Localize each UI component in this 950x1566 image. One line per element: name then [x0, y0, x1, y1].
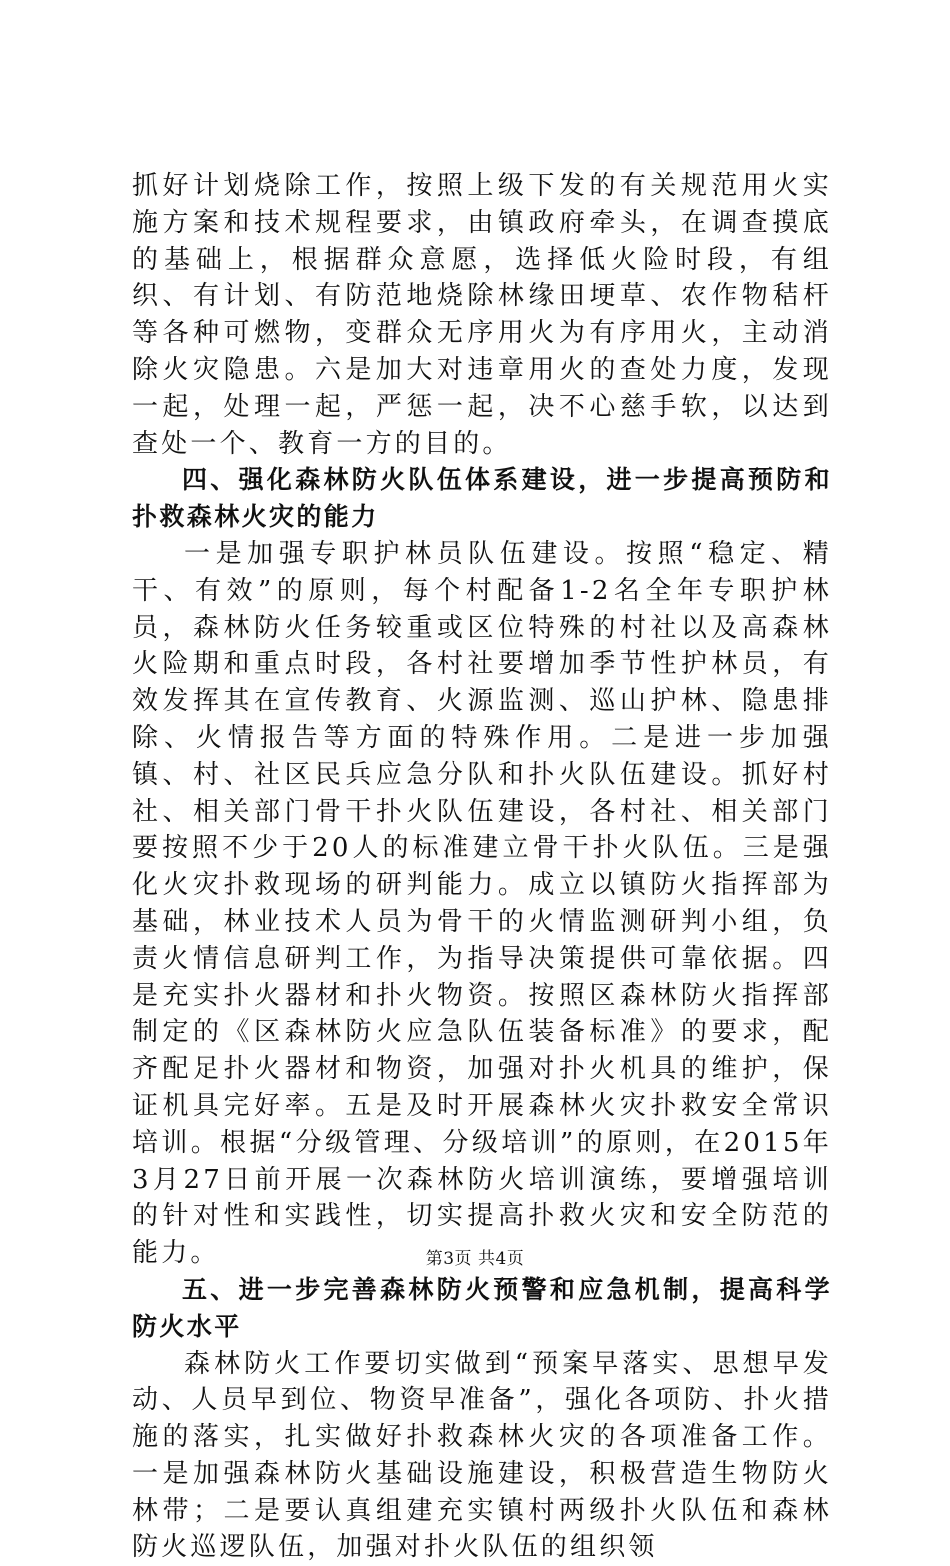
body-paragraph-3: 森林防火工作要切实做到“预案早落实、思想早发动、人员早到位、物资早准备”，强化各项防、扑火措施的落实，扎实做好扑救森林火灾的各项准备工作。一是加强森林防火基础设施建设，积极营造生物防火林带；二是要认真组建充实镇村两级扑火队伍和森林防火巡逻队伍，加强对扑火队伍的组织领	[132, 1346, 832, 1566]
body-paragraph-2: 一是加强专职护林员队伍建设。按照“稳定、精干、有效”的原则，每个村配备1-2名全年专职护林员，森林防火任务较重或区位特殊的村社以及高森林火险期和重点时段，各村社要增加季节性护林员，有效发挥其在宣传教育、火源监测、巡山护林、隐患排除、火情报告等方面的特殊作用。二是进一步加强镇、村、社区民兵应急分队和扑火队伍建设。抓好村社、相关部门骨干扑火队伍建设，各村社、相关部门要按照不少于20人的标准建立骨干扑火队伍。三是强化火灾扑救现场的研判能力。成立以镇防火指挥部为基础，林业技术人员为骨干的火情监测研判小组，负责火情信息研判工作，为指导决策提供可靠依据。四是充实扑火器材和扑火物资。按照区森林防火指挥部制定的《区森林防火应急队伍装备标准》的要求，配齐配足扑火器材和物资，加强对扑火机具的维护，保证机具完好率。五是及时开展森林火灾扑救安全常识培训。根据“分级管理、分级培训”的原则，在2015年3月27日前开展一次森林防火培训演练，要增强培训的针对性和实践性，切实提高扑救火灾和安全防范的能力。	[132, 536, 832, 1272]
page-number-footer: 第3页 共4页	[0, 1244, 950, 1269]
body-paragraph-1: 抓好计划烧除工作，按照上级下发的有关规范用火实施方案和技术规程要求，由镇政府牵头，在调查摸底的基础上，根据群众意愿，选择低火险时段，有组织、有计划、有防范地烧除林缘田埂草、农作物秸杆等各种可燃物，变群众无序用火为有序用火，主动消除火灾隐患。六是加大对违章用火的查处力度，发现一起，处理一起，严惩一起，决不心慈手软，以达到查处一个、教育一方的目的。	[132, 168, 832, 462]
document-page	[132, 168, 832, 1566]
section-heading-5: 五、进一步完善森林防火预警和应急机制，提高科学防火水平	[132, 1272, 832, 1346]
section-heading-4: 四、强化森林防火队伍体系建设，进一步提高预防和扑救森林火灾的能力	[132, 462, 832, 536]
